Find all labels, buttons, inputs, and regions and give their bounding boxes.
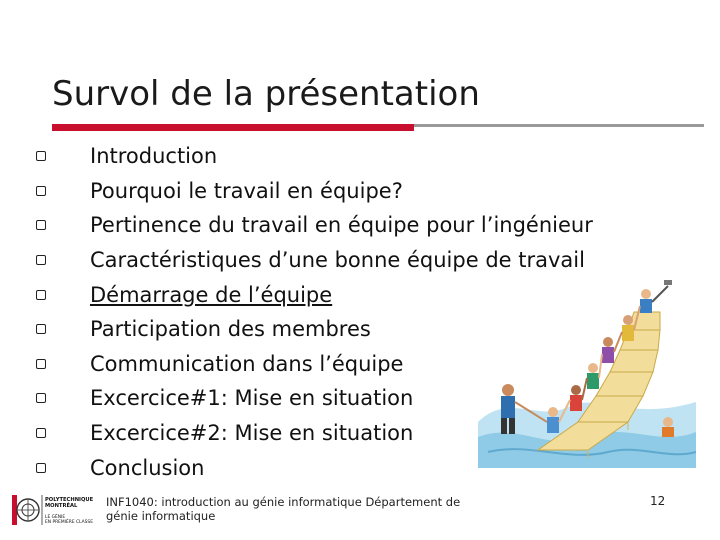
square-bullet-icon xyxy=(36,290,46,300)
polytechnique-logo xyxy=(12,492,108,528)
square-bullet-icon xyxy=(36,428,46,438)
square-bullet-icon xyxy=(36,359,46,369)
square-bullet-icon xyxy=(36,220,46,230)
slide-title: Survol de la présentation xyxy=(52,74,480,114)
square-bullet-icon xyxy=(36,463,46,473)
bullet-text: Caractéristiques d’une bonne équipe de travail xyxy=(90,248,585,273)
svg-text:EN PREMIÈRE CLASSE: EN PREMIÈRE CLASSE xyxy=(45,520,93,525)
bullet-text: Pourquoi le travail en équipe? xyxy=(90,178,403,203)
bullet-text: Excercice#2: Mise en situation xyxy=(90,421,414,446)
svg-text:MONTRÉAL: MONTRÉAL xyxy=(45,503,78,509)
page-number: 12 xyxy=(650,494,666,508)
bullet-text: Introduction xyxy=(90,144,218,169)
svg-text:LE GÉNIE: LE GÉNIE xyxy=(45,515,66,520)
list-item xyxy=(36,174,593,209)
bullet-text: Excercice#1: Mise en situation xyxy=(90,386,414,411)
square-bullet-icon xyxy=(36,255,46,265)
bullet-text: Participation des membres xyxy=(90,317,371,342)
title-accent-bar xyxy=(52,124,414,131)
square-bullet-icon xyxy=(36,393,46,403)
square-bullet-icon xyxy=(36,324,46,334)
bullet-link-text[interactable]: Démarrage de l’équipe xyxy=(90,282,333,307)
list-item xyxy=(36,208,593,243)
bullet-text: Communication dans l’équipe xyxy=(90,351,404,376)
bullet-text: Conclusion xyxy=(90,455,205,480)
footer-course-text: INF1040: introduction au génie informatique Département de génie informatique xyxy=(106,495,461,523)
svg-text:POLYTECHNIQUE: POLYTECHNIQUE xyxy=(45,497,94,503)
list-item xyxy=(36,139,593,174)
bullet-text: Pertinence du travail en équipe pour l’ingénieur xyxy=(90,213,593,238)
teamwork-staircase-illustration xyxy=(478,272,696,468)
square-bullet-icon xyxy=(36,151,46,161)
square-bullet-icon xyxy=(36,186,46,196)
